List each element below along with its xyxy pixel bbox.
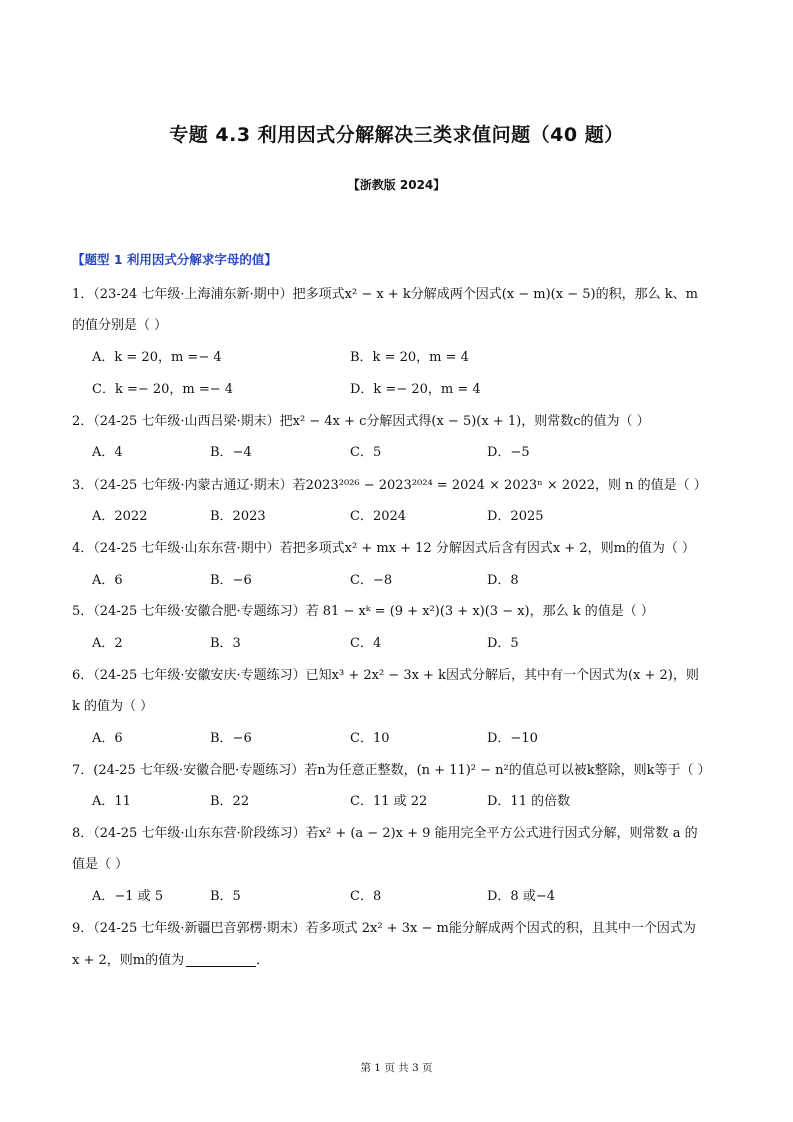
- question-2-option-d: D．−5: [487, 445, 530, 460]
- question-9-line1: 9．（24-25 七年级·新疆巴音郭楞·期末）若多项式 2x² + 3x − m能分解成两个因式的积，且其中一个因式为: [72, 921, 696, 936]
- question-6-option-a: A．6: [92, 731, 123, 746]
- answer-blank[interactable]: [186, 952, 256, 967]
- page-title: 专题 4.3 利用因式分解解决三类求值问题（40 题）: [169, 124, 624, 146]
- page-footer: 第 1 页 共 3 页: [360, 1062, 433, 1074]
- question-1-line2: 的值分别是（ ）: [72, 318, 168, 333]
- question-2-option-b: B．−4: [210, 445, 252, 460]
- question-4-option-a: A．6: [92, 573, 123, 588]
- question-9-line2-text: x + 2，则m的值为: [72, 953, 185, 968]
- question-5-option-b: B．3: [210, 636, 241, 651]
- question-9-line2-end: ．: [256, 953, 270, 968]
- question-4-option-b: B．−6: [210, 573, 252, 588]
- question-1-option-d: D．k =− 20，m = 4: [350, 382, 481, 397]
- edition-label: 【浙教版 2024】: [347, 178, 446, 192]
- question-7-option-d: D．11 的倍数: [487, 794, 571, 809]
- question-6-option-b: B．−6: [210, 731, 252, 746]
- question-8-option-c: C．8: [350, 889, 382, 904]
- question-1-option-c: C．k =− 20，m =− 4: [92, 382, 234, 397]
- section-heading: 【题型 1 利用因式分解求字母的值】: [72, 252, 277, 267]
- question-4-line1: 4．（24-25 七年级·山东东营·期中）若把多项式x² + mx + 12 分解因式后含有因式x + 2，则m的值为（ ）: [72, 541, 696, 556]
- question-4-option-c: C．−8: [350, 573, 393, 588]
- question-6-line1: 6．（24-25 七年级·安徽安庆·专题练习）已知x³ + 2x² − 3x + k因式分解后，其中有一个因式为(x + 2)，则: [72, 668, 699, 683]
- question-7-option-b: B．22: [210, 794, 250, 809]
- question-2-option-a: A．4: [92, 445, 123, 460]
- question-8-option-a: A．−1 或 5: [92, 889, 164, 904]
- question-2-option-c: C．5: [350, 445, 382, 460]
- question-4-option-d: D．8: [487, 573, 519, 588]
- question-9-line2: [72, 951, 269, 971]
- question-7-option-c: C．11 或 22: [350, 794, 428, 809]
- question-8-line1: 8．（24-25 七年级·山东东营·阶段练习）若x² + (a − 2)x + 9 能用完全平方公式进行因式分解，则常数 a 的: [72, 826, 698, 841]
- question-5-option-c: C．4: [350, 636, 382, 651]
- question-1-option-b: B．k = 20，m = 4: [350, 350, 469, 365]
- question-3-option-d: D．2025: [487, 509, 544, 524]
- question-1-option-a: A．k = 20，m =− 4: [92, 350, 222, 365]
- question-3-line1: 3．（24-25 七年级·内蒙古通辽·期末）若2023²⁰²⁶ − 2023²⁰²⁴ = 2024 × 2023ⁿ × 2022，则 n 的值是（ ）: [72, 478, 707, 493]
- question-5-option-d: D．5: [487, 636, 519, 651]
- question-6-line2: k 的值为（ ）: [72, 699, 154, 714]
- question-2-line1: 2．（24-25 七年级·山西吕梁·期末）把x² − 4x + c分解因式得(x − 5)(x + 1)，则常数c的值为（ ）: [72, 414, 650, 429]
- question-3-option-a: A．2022: [92, 509, 148, 524]
- question-5-line1: 5．（24-25 七年级·安徽合肥·专题练习）若 81 − xᵏ = (9 + x²)(3 + x)(3 − x)，那么 k 的值是（ ）: [72, 604, 654, 619]
- question-1-line1: 1．（23-24 七年级·上海浦东新·期中）把多项式x² − x + k分解成两个因式(x − m)(x − 5)的积，那么 k、m: [72, 287, 698, 302]
- question-8-option-b: B．5: [210, 889, 241, 904]
- question-8-line2: 值是（ ）: [72, 857, 129, 872]
- question-5-option-a: A．2: [92, 636, 123, 651]
- question-7-option-a: A．11: [92, 794, 131, 809]
- question-3-option-c: C．2024: [350, 509, 407, 524]
- question-7-line1: 7．(24-25 七年级·安徽合肥·专题练习）若n为任意正整数，(n + 11)² − n²的值总可以被k整除，则k等于（ ）: [72, 763, 711, 778]
- question-3-option-b: B．2023: [210, 509, 266, 524]
- question-6-option-c: C．10: [350, 731, 390, 746]
- question-6-option-d: D．−10: [487, 731, 538, 746]
- question-8-option-d: D．8 或−4: [487, 889, 555, 904]
